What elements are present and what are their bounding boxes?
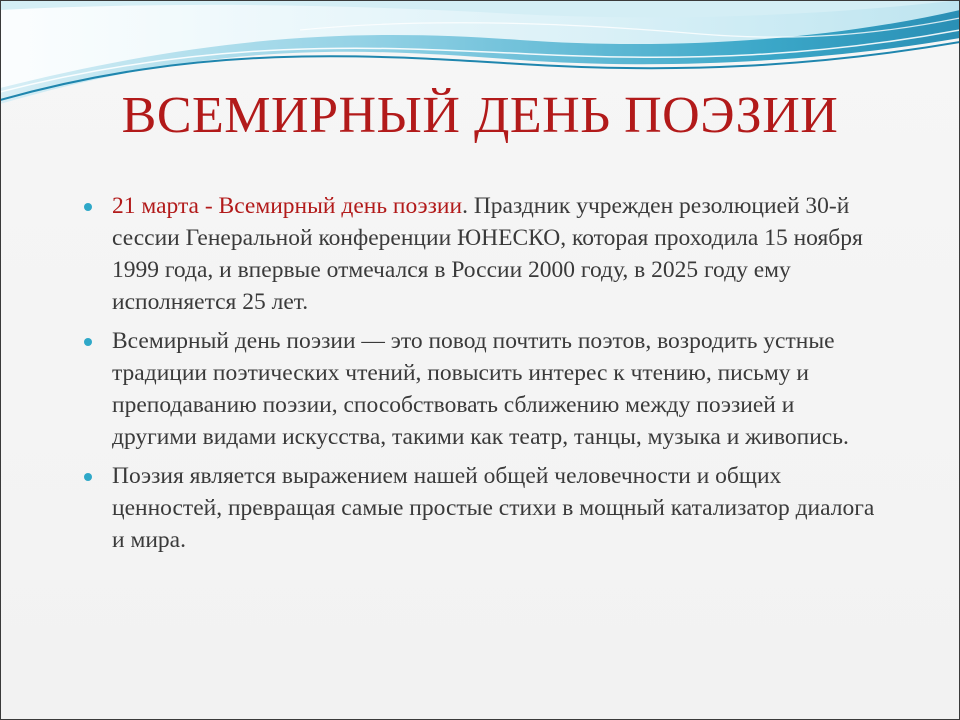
bullet-item-date: [84, 190, 884, 318]
bullet-list: [84, 190, 884, 563]
bullet-item-meaning: [84, 460, 884, 556]
bullet-separator: -: [198, 193, 219, 219]
bullet-text: Всемирный день поэзии — это повод почтить поэтов, возродить устные традиции поэтических чтений, повысить интерес к чтению, письму и преподаванию поэзии, способствовать сближению между поэзией и другими видами искусства, такими как театр, танцы, музыка и живопись.: [112, 328, 849, 450]
bullet-date: 21 марта: [112, 193, 199, 219]
bullet-dot-icon: [84, 203, 92, 211]
bullet-dot-icon: [84, 473, 92, 481]
bullet-dot-icon: [84, 338, 92, 346]
bullet-text: Поэзия является выражением нашей общей человечности и общих ценностей, превращая самые простые стихи в мощный катализатор диалога и мира.: [112, 463, 875, 553]
bullet-event-name: Всемирный день поэзии: [218, 193, 463, 219]
bullet-item-purpose: [84, 325, 884, 453]
bullet-text: . Праздник учрежден резолюцией 30-й сессии Генеральной конференции ЮНЕСКО, которая проходила 15 ноября 1999 года, и впервые отмечался в России 2000 году, в 2025 году ему исполняется 25 лет.: [112, 193, 863, 315]
slide-title: ВСЕМИРНЫЙ ДЕНЬ ПОЭЗИИ: [121, 87, 839, 144]
